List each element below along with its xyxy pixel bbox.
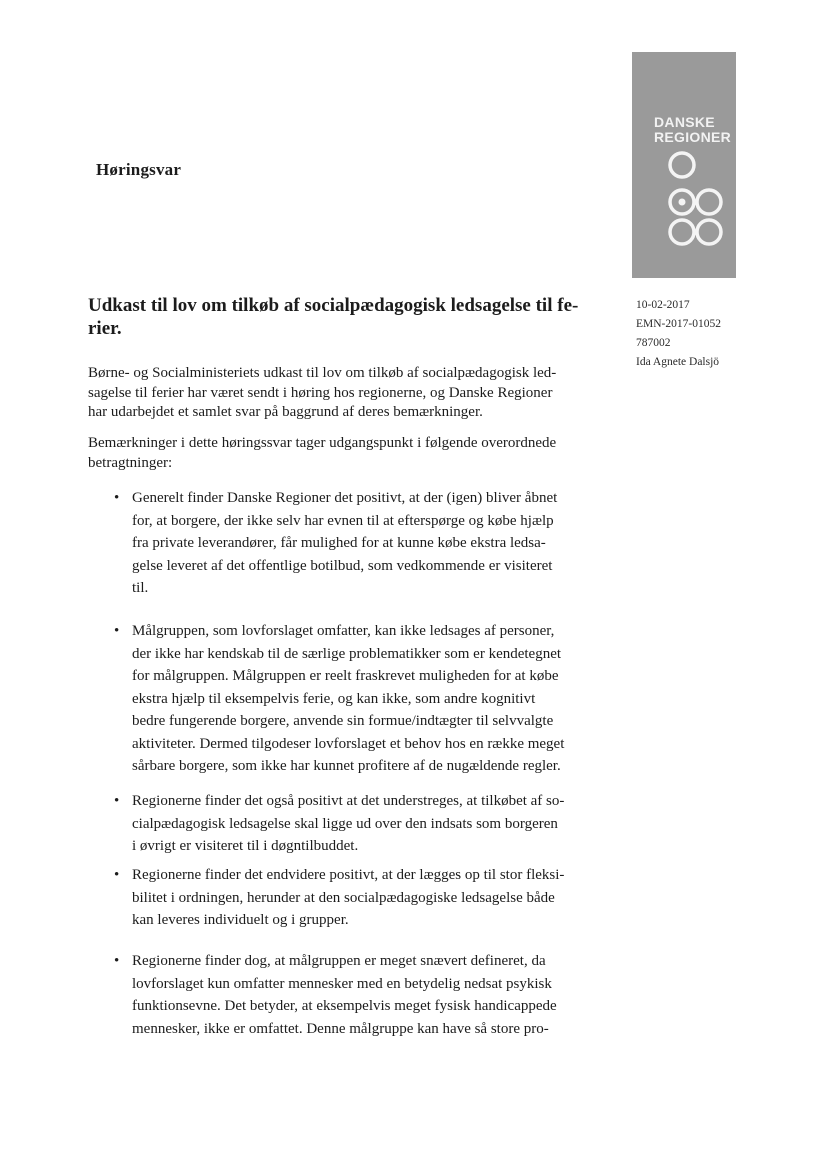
bullet-icon: • [114,793,120,809]
logo-circles-icon [632,52,736,278]
paragraph-line: har udarbejdet et samlet svar på baggrund af deres bemærkninger. [88,404,483,420]
logo-wordmark-line2: REGIONER [654,129,732,145]
list-item-line: Regionerne finder det endvidere positivt, at der lægges op til stor fleksi- [132,867,565,883]
list-item [114,864,602,932]
list-item-line: gelse leveret af det offentlige botilbud, som vedkommende er visiteret [132,557,553,574]
document-type-heading: Høringsvar [96,160,182,179]
list-item-line: cialpædagogisk ledsagelse skal ligge ud over den indsats som borgeren [132,815,558,832]
list-item [114,790,602,858]
intro-paragraph [88,364,606,423]
list-item-line: Generelt finder Danske Regioner det positivt, at der (igen) bliver åbnet [132,490,558,506]
list-item-line: til. [132,580,149,596]
document-title [88,294,588,340]
title-line: Udkast til lov om tilkøb af socialpædagogisk ledsagelse til fe- [88,295,579,316]
list-item [114,620,602,778]
meta-author: Ida Agnete Dalsjö [636,356,720,368]
bullet-icon: • [114,490,120,506]
meta-doc-number: 787002 [636,337,671,349]
paragraph-line: betragtninger: [88,454,173,471]
list-item-line: ekstra hjælp til eksempelvis ferie, og kan ikke, som andre kognitivt [132,690,536,707]
list-item-line: bedre fungerende borgere, anvende sin formue/indtægter til selvvalgte [132,713,554,729]
title-line: rier. [88,318,122,339]
bullet-icon: • [114,953,120,969]
logo-wordmark-line1: DANSKE [654,114,715,130]
list-item-line: aktiviteter. Dermed tilgodeser lovforslaget et behov hos en række meget [132,735,565,752]
list-item-line: bilitet i ordningen, herunder at den socialpædagogiske ledsagelse både [132,889,555,906]
bullet-icon: • [114,623,120,639]
list-item-line: fra private leverandører, får mulighed for at kunne købe ekstra ledsa- [132,535,546,551]
list-item-line: sårbare borgere, som ikke har kunnet profitere af de nugældende regler. [132,758,561,774]
list-item-line: Målgruppen, som lovforslaget omfatter, kan ikke ledsages af personer, [132,623,555,639]
bullet-icon: • [114,867,120,883]
list-item [114,950,602,1040]
danske-regioner-logo [632,52,736,278]
paragraph-line: sagelse til ferier har været sendt i høring hos regionerne, og Danske Regioner [88,384,553,401]
meta-case-number: EMN-2017-01052 [636,318,721,330]
list-item-line: mennesker, ikke er omfattet. Denne målgruppe kan have så store pro- [132,1020,549,1037]
remarks-intro-paragraph [88,434,606,473]
list-item-line: Regionerne finder det også positivt at det understreges, at tilkøbet af so- [132,793,565,809]
list-item-line: for målgruppen. Målgruppen er reelt fraskrevet muligheden for at købe [132,668,559,684]
list-item-line: i øvrigt er visiteret til i døgntilbuddet. [132,838,359,854]
meta-date: 10-02-2017 [636,299,690,311]
list-item [114,487,602,600]
document-metadata [636,296,721,372]
list-item-line: kan leveres individuelt og i grupper. [132,912,349,928]
list-item-line: for, at borgere, der ikke selv har evnen til at efterspørge og købe hjælp [132,512,554,529]
list-item-line: der ikke har kendskab til de særlige problematikker som er kendetegnet [132,645,562,662]
list-item-line: Regionerne finder dog, at målgruppen er meget snævert defineret, da [132,953,546,969]
list-item-line: lovforslaget kun omfatter mennesker med en betydelig nedsat psykisk [132,975,552,992]
list-item-line: funktionsevne. Det betyder, at eksempelvis meget fysisk handicappede [132,998,557,1014]
paragraph-line: Bemærkninger i dette høringssvar tager udgangspunkt i følgende overordnede [88,435,557,451]
paragraph-line: Børne- og Socialministeriets udkast til lov om tilkøb af socialpædagogisk led- [88,365,557,381]
